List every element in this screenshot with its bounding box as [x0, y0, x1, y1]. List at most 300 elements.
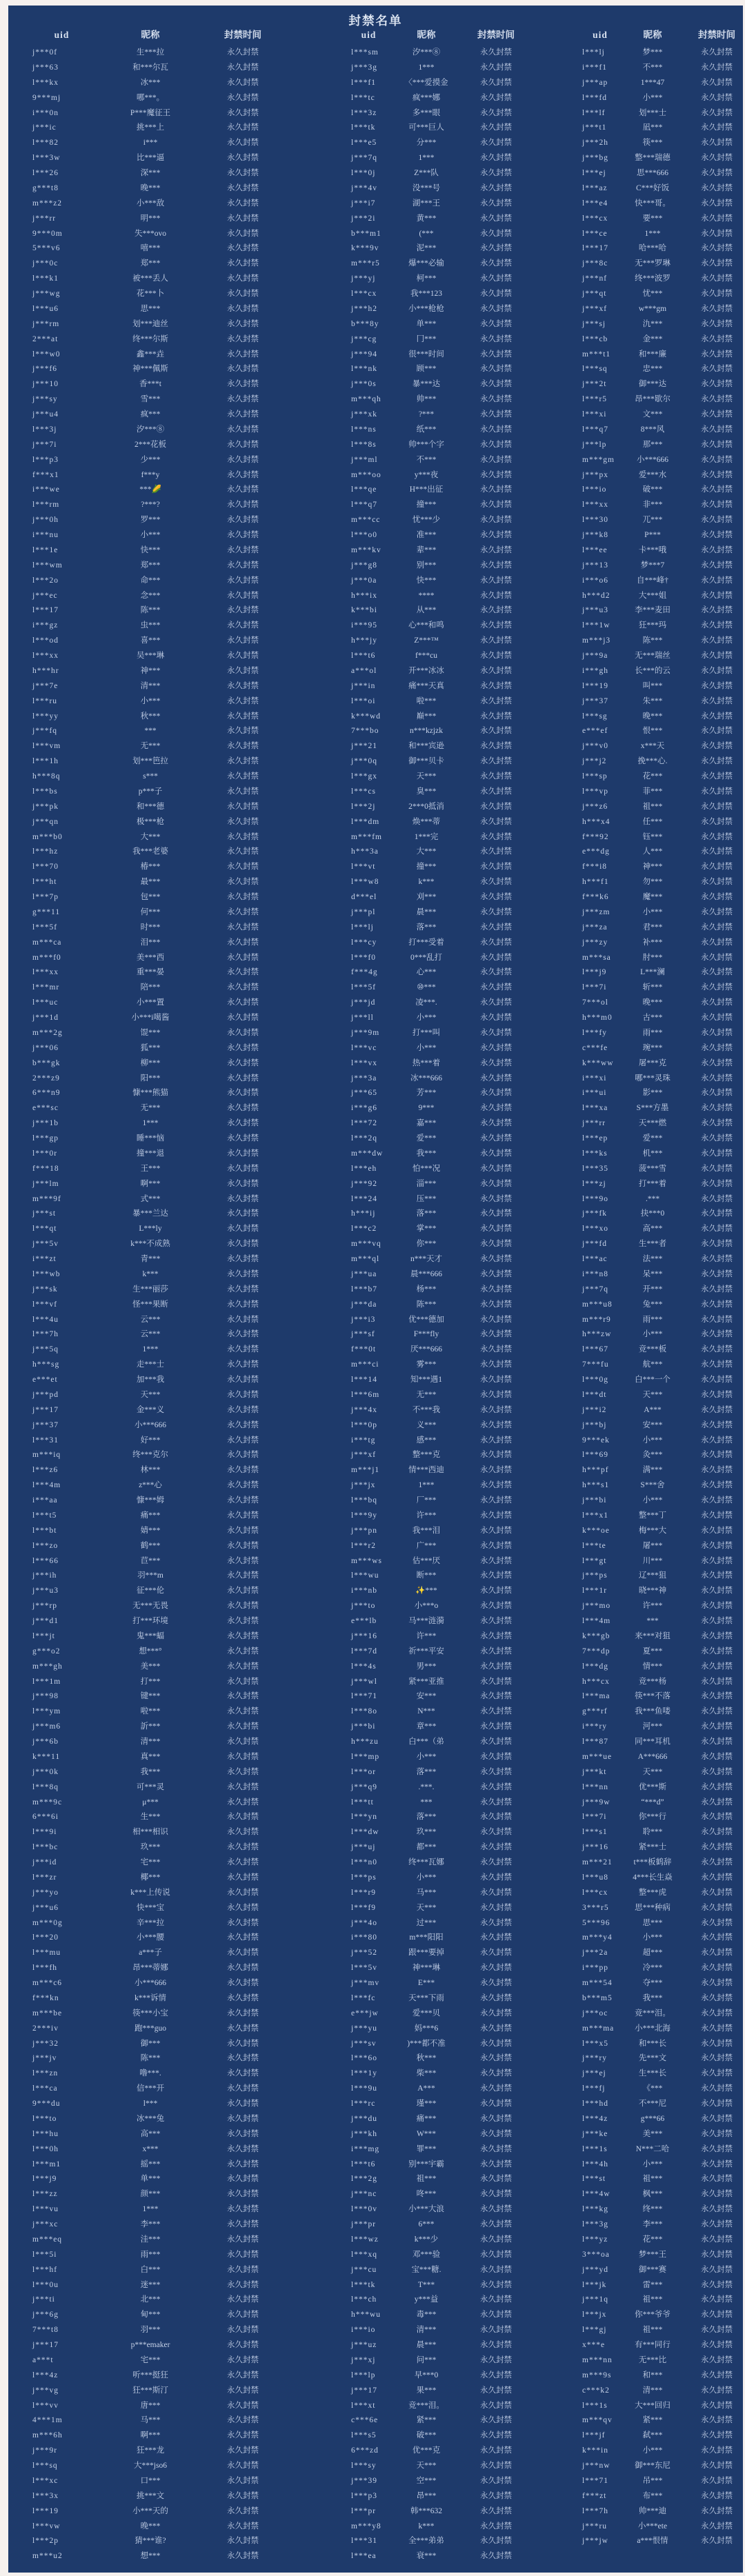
table-row [331, 2338, 526, 2353]
ban-time-cell: 永久封禁 [480, 1269, 512, 1278]
table-row [10, 241, 276, 256]
nickname-cell: 李*** [642, 2220, 663, 2228]
table-row [331, 2112, 526, 2127]
table-row [10, 332, 276, 348]
table-row [563, 2037, 745, 2052]
table-row [563, 106, 745, 121]
nickname-cell: 辽***狙 [638, 1571, 667, 1580]
table-row [331, 1237, 526, 1252]
uid-cell: j***id [32, 1858, 57, 1866]
table-row [331, 2263, 526, 2278]
uid-cell: h***f1 [582, 878, 609, 887]
nickname-cell: 单*** [140, 2175, 161, 2184]
ban-time-cell: 永久封禁 [480, 1602, 512, 1611]
table-row [563, 513, 745, 528]
uid-cell: l***35 [582, 1164, 608, 1173]
nickname-cell: 跑***guo [135, 2024, 166, 2033]
ban-time-cell: 永久封禁 [701, 1315, 733, 1324]
ban-time-cell: 永久封禁 [701, 274, 733, 283]
ban-time-cell: 永久封禁 [701, 470, 733, 479]
ban-time-cell: 永久封禁 [701, 108, 733, 117]
uid-cell: j***7e [32, 681, 59, 690]
uid-cell: m***u8 [582, 1300, 613, 1309]
uid-cell: j***m6 [32, 1722, 61, 1731]
uid-cell: l***k1 [32, 274, 59, 283]
uid-cell: i***nu [32, 531, 59, 539]
nickname-cell: i*** [143, 139, 158, 148]
uid-cell: j***ke [582, 2129, 608, 2138]
nickname-cell: *** [144, 727, 157, 736]
uid-cell: l***pr [351, 2506, 377, 2515]
uid-cell: j***ti [32, 2295, 55, 2304]
uid-cell: j***5q [32, 1345, 59, 1354]
table-row [10, 2353, 276, 2368]
nickname-cell: 跟***要掉 [408, 1949, 444, 1958]
table-row [563, 1961, 745, 1976]
ban-time-cell: 永久封禁 [480, 1843, 512, 1852]
uid-cell: l***rc [351, 2100, 376, 2108]
column-header-row [10, 29, 276, 46]
table-row [331, 1267, 526, 1282]
nickname-cell: 过*** [416, 1918, 437, 1927]
table-row [10, 1660, 276, 1675]
ban-time-cell: 永久封禁 [701, 1345, 733, 1354]
uid-cell: l***j9 [32, 2175, 57, 2184]
nickname-cell: 玖*** [416, 1828, 437, 1837]
uid-cell: l***4m [582, 1617, 611, 1625]
uid-cell: l***31 [351, 2537, 377, 2546]
nickname-cell: 臭*** [416, 787, 437, 796]
uid-cell: j***32 [32, 2039, 59, 2048]
nickname-cell: 晚*** [642, 712, 663, 721]
nickname-cell: 可***巨人 [408, 123, 444, 132]
uid-cell: h***d2 [582, 591, 610, 600]
nickname-cell: p***emaker [130, 2341, 170, 2349]
ban-time-cell: 永久封禁 [480, 48, 512, 57]
nickname-cell: 思*** [642, 1918, 663, 1927]
nickname-cell: 抉***0 [640, 1209, 665, 1218]
table-row [563, 2233, 745, 2248]
ban-time-cell: 永久封禁 [480, 2401, 512, 2410]
nickname-cell: 情*** [642, 1662, 663, 1671]
table-row [331, 830, 526, 845]
uid-cell: l***4h [582, 2160, 608, 2169]
nickname-cell: 安*** [416, 1692, 437, 1701]
uid-cell: 3***oa [582, 2250, 610, 2259]
uid-cell: l***2q [351, 1134, 377, 1143]
nickname-cell: 祖*** [642, 2326, 663, 2335]
ban-time-cell: 永久封禁 [480, 2265, 512, 2274]
nickname-cell: 灸*** [642, 1451, 663, 1460]
nickname-cell: 秋*** [140, 712, 161, 721]
uid-cell: l***7i [582, 983, 607, 992]
table-row [331, 76, 526, 91]
nickname-cell: 和***廉 [638, 350, 667, 359]
uid-cell: l***tk [351, 2280, 376, 2289]
nickname-cell: 比***逼 [136, 154, 165, 163]
table-row [563, 528, 745, 543]
ban-time-cell: 永久封禁 [227, 425, 259, 434]
uid-cell: j***yu [351, 2024, 377, 2033]
ban-time-cell: 永久封禁 [701, 772, 733, 781]
table-row [10, 1267, 276, 1282]
ban-time-cell: 永久封禁 [480, 1828, 512, 1837]
table-row [331, 1131, 526, 1147]
uid-cell: c***k2 [582, 2386, 610, 2395]
ban-time-cell: 永久封禁 [701, 229, 733, 238]
ban-time-cell: 永久封禁 [227, 1390, 259, 1399]
table-row [563, 1433, 745, 1449]
ban-time-cell: 永久封禁 [701, 1240, 733, 1249]
uid-cell: j***xc [32, 2220, 59, 2228]
ban-time-cell: 永久封禁 [701, 2129, 733, 2138]
table-row [10, 1871, 276, 1886]
ban-time-cell: 永久封禁 [701, 1918, 733, 1927]
table-row [331, 1207, 526, 1222]
uid-cell: l***5f [351, 983, 377, 992]
ban-time-cell: 永久封禁 [701, 727, 733, 736]
uid-cell: l***or [351, 1767, 377, 1776]
uid-cell: j***6b [32, 1738, 59, 1746]
ban-time-cell: 永久封禁 [227, 395, 259, 404]
nickname-cell: 1*** [142, 1345, 159, 1354]
uid-cell: h***jy [351, 636, 377, 645]
uid-cell: l***8q [32, 1782, 59, 1791]
nickname-cell: 和***德 [136, 802, 165, 811]
table-row [10, 166, 276, 181]
nickname-cell: n***kzjzk [410, 727, 443, 736]
ban-time-cell: 永久封禁 [701, 1964, 733, 1973]
ban-time-cell: 永久封禁 [227, 2250, 259, 2259]
table-row [10, 272, 276, 287]
uid-cell: m***6h [32, 2431, 63, 2440]
table-row [563, 710, 745, 725]
table-row [563, 483, 745, 498]
uid-cell: l***7d [351, 1647, 377, 1656]
table-row [331, 1584, 526, 1599]
ban-time-cell: 永久封禁 [480, 1405, 512, 1414]
nickname-cell: 呆*** [642, 1269, 663, 1278]
ban-time-cell: 永久封禁 [227, 636, 259, 645]
table-row [563, 1086, 745, 1101]
nickname-cell: 枫*** [642, 2190, 663, 2199]
uid-cell: l***5v [351, 1964, 377, 1973]
uid-cell: l***2g [351, 2175, 377, 2184]
table-row [331, 151, 526, 166]
ban-time-cell: 永久封禁 [480, 2341, 512, 2349]
table-row [563, 2157, 745, 2173]
table-row [563, 1418, 745, 1433]
nickname-cell: 柯*** [416, 274, 437, 283]
nickname-cell: 白*** [140, 2265, 161, 2274]
nickname-cell: S***舍 [640, 1481, 665, 1490]
nickname-cell: k*** [418, 2522, 435, 2530]
table-row [331, 2413, 526, 2428]
uid-cell: l***te [582, 1541, 606, 1550]
ban-time-cell: 永久封禁 [701, 742, 733, 751]
table-row [563, 423, 745, 438]
ban-time-cell: 永久封禁 [480, 2144, 512, 2153]
nickname-cell: 高*** [642, 1225, 663, 1234]
ban-time-cell: 永久封禁 [701, 1858, 733, 1866]
uid-cell: l***gp [32, 1134, 59, 1143]
ban-time-cell: 永久封禁 [701, 1782, 733, 1791]
table-row [331, 785, 526, 800]
uid-cell: l***cx [351, 290, 377, 298]
ban-time-cell: 永久封禁 [227, 229, 259, 238]
ban-time-cell: 永久封禁 [480, 681, 512, 690]
table-row [563, 2368, 745, 2384]
uid-cell: 7***bo [351, 727, 379, 736]
table-row [331, 2066, 526, 2082]
uid-cell: h***m0 [582, 1014, 613, 1022]
ban-time-cell: 永久封禁 [480, 2175, 512, 2184]
uid-cell: j***52 [351, 1949, 377, 1958]
ban-time-cell: 永久封禁 [480, 1782, 512, 1791]
nickname-cell: 1*** [418, 63, 435, 72]
nickname-cell: 空*** [416, 2476, 437, 2485]
ban-time-cell: 永久封禁 [480, 1813, 512, 1822]
uid-cell: m***j1 [351, 1466, 380, 1475]
uid-cell: l***x5 [582, 2039, 608, 2048]
table-row [10, 2233, 276, 2248]
table-row [10, 2534, 276, 2549]
uid-cell: l***ru [32, 696, 58, 705]
nickname-cell: 汐***⑧ [412, 48, 441, 57]
ban-time-cell: 永久封禁 [227, 2280, 259, 2289]
table-row [10, 1509, 276, 1524]
uid-cell: i***io [351, 2326, 376, 2335]
table-row [331, 2006, 526, 2022]
nickname-cell: 小***666 [135, 1979, 166, 1987]
ban-time-cell: 永久封禁 [227, 712, 259, 721]
table-row [10, 739, 276, 754]
nickname-cell: k***不成熟 [130, 1240, 170, 1249]
nickname-cell: 快*** [416, 576, 437, 585]
nickname-cell: 辛***拉 [136, 1918, 165, 1927]
nickname-cell: 晨*** [416, 907, 437, 916]
ban-time-cell: 永久封禁 [480, 1119, 512, 1128]
uid-header: uid [54, 30, 70, 40]
table-row [10, 860, 276, 875]
table-row [563, 1584, 745, 1599]
nickname-cell: 满*** [642, 1466, 663, 1475]
nickname-cell: 天*** [416, 1903, 437, 1912]
uid-cell: j***bg [582, 154, 608, 163]
nickname-cell: 很***时间 [408, 350, 444, 359]
ban-time-cell: 永久封禁 [701, 561, 733, 570]
ban-time-cell: 永久封禁 [701, 1179, 733, 1188]
table-row [563, 1358, 745, 1373]
table-row [10, 920, 276, 936]
table-row [10, 679, 276, 694]
uid-cell: m***f0 [32, 953, 61, 962]
uid-cell: l***0g [582, 1376, 608, 1384]
ban-time-cell: 永久封禁 [480, 1888, 512, 1897]
nickname-cell: 帅***个字 [408, 440, 444, 449]
table-row [331, 377, 526, 392]
nickname-cell: 无*** [416, 1390, 437, 1399]
table-row [10, 2504, 276, 2519]
table-row [10, 453, 276, 468]
ban-time-cell: 永久封禁 [480, 229, 512, 238]
table-row [563, 1131, 745, 1147]
ban-time-cell: 永久封禁 [227, 365, 259, 374]
table-row [331, 256, 526, 272]
table-row [563, 2474, 745, 2489]
ban-time-cell: 永久封禁 [701, 2114, 733, 2123]
nickname-cell: 神***佩斯 [132, 365, 168, 374]
nickname-cell: 聆*** [642, 1828, 663, 1837]
table-row [10, 1780, 276, 1795]
nickname-cell: 航*** [642, 1360, 663, 1369]
nickname-cell: 生***者 [638, 1240, 667, 1249]
table-row [563, 1177, 745, 1192]
ban-time-cell: 永久封禁 [701, 2220, 733, 2228]
table-row [10, 618, 276, 634]
ban-time-cell: 永久封禁 [227, 1043, 259, 1052]
uid-cell: l***t5 [32, 1511, 57, 1520]
nickname-cell: a***子 [139, 1949, 162, 1958]
nickname-cell: A*** [417, 2084, 435, 2093]
nickname-cell: 机*** [642, 1149, 663, 1158]
table-row [331, 2368, 526, 2384]
uid-cell: l***t6 [351, 2160, 376, 2169]
ban-time-cell: 永久封禁 [701, 2341, 733, 2349]
ban-time-cell: 永久封禁 [227, 983, 259, 992]
nickname-cell: 辈*** [416, 545, 437, 554]
uid-cell: j***rm [32, 319, 60, 328]
ban-time-cell: 永久封禁 [227, 1918, 259, 1927]
uid-cell: l***9y [351, 1511, 377, 1520]
uid-cell: j***0q [351, 757, 377, 766]
uid-cell: l***0j [351, 169, 376, 177]
uid-cell: l***sy [351, 2462, 377, 2470]
ban-time-cell: 永久封禁 [701, 1602, 733, 1611]
ban-time-cell: 永久封禁 [701, 681, 733, 690]
uid-cell: h***wu [351, 2311, 381, 2320]
uid-cell: m***9f [32, 1194, 61, 1203]
ban-time-cell: 永久封禁 [480, 1330, 512, 1339]
table-row [331, 965, 526, 980]
uid-cell: j***yd [582, 2265, 608, 2274]
uid-cell: m***9s [582, 2371, 612, 2379]
nickname-cell: 菲*** [642, 787, 663, 796]
table-row [10, 574, 276, 589]
ban-time-cell: 永久封禁 [480, 290, 512, 298]
nickname-cell: 帅*** [416, 395, 437, 404]
uid-cell: m***iq [32, 1451, 61, 1460]
table-row [10, 1795, 276, 1811]
nickname-cell: 美***西 [136, 953, 165, 962]
nickname-cell: 许*** [416, 1631, 437, 1640]
nickname-cell: 开***冰冰 [408, 666, 444, 675]
nickname-cell: 美*** [642, 2129, 663, 2138]
table-row [563, 2278, 745, 2293]
ban-time-cell: 永久封禁 [227, 2476, 259, 2485]
uid-cell: j***wg [32, 290, 61, 298]
nickname-cell: 宅*** [140, 1858, 161, 1866]
ban-time-cell: 永久封禁 [701, 1481, 733, 1490]
ban-time-cell: 永久封禁 [480, 259, 512, 268]
ban-time-cell: 永久封禁 [480, 1722, 512, 1731]
ban-time-cell: 永久封禁 [701, 1149, 733, 1158]
uid-cell: j***13 [582, 561, 608, 570]
uid-cell: l***fc [351, 1993, 376, 2002]
ban-time-cell: 永久封禁 [701, 2175, 733, 2184]
ban-time-cell: 永久封禁 [701, 2431, 733, 2440]
ban-time-cell: 永久封禁 [480, 545, 512, 554]
uid-cell: l***19 [582, 681, 608, 690]
nickname-cell: n***天才 [410, 1255, 442, 1263]
nickname-cell: 金*** [642, 334, 663, 343]
nickname-cell: 馄*** [140, 1028, 161, 1037]
table-row [331, 1780, 526, 1795]
uid-cell: l***az [582, 183, 608, 192]
nickname-cell: 无***无畏 [132, 1602, 168, 1611]
ban-time-cell: 永久封禁 [701, 154, 733, 163]
uid-cell: j***uz [351, 2341, 377, 2349]
ban-time-cell: 永久封禁 [227, 2491, 259, 2500]
ban-time-cell: 永久封禁 [227, 1149, 259, 1158]
ban-time-cell: 永久封禁 [227, 1315, 259, 1324]
nickname-cell: 冰***兔 [136, 2114, 165, 2123]
nickname-cell: 陪*** [140, 983, 161, 992]
nickname-cell: 小***ete [637, 2522, 668, 2530]
ban-time-cell: 永久封禁 [701, 1496, 733, 1505]
table-row [10, 1373, 276, 1388]
uid-cell: h***x4 [582, 817, 610, 826]
nickname-cell: 安*** [642, 1420, 663, 1429]
ban-time-cell: 永久封禁 [480, 2476, 512, 2485]
ban-time-cell: 永久封禁 [480, 1556, 512, 1565]
uid-cell: j***lm [32, 1179, 59, 1188]
uid-cell: j***nf [582, 274, 608, 283]
table-row [563, 2353, 745, 2368]
ban-time-cell: 永久封禁 [701, 1752, 733, 1761]
uid-cell: l***st [582, 2175, 606, 2184]
nickname-cell: 小*** [642, 2160, 663, 2169]
ban-time-cell: 永久封禁 [227, 455, 259, 464]
table-row [331, 996, 526, 1011]
nickname-cell: 狂***玛 [638, 621, 667, 630]
nickname-cell: x*** [142, 2144, 159, 2153]
uid-cell: l***c2 [351, 1225, 377, 1234]
uid-cell: j***i3 [351, 1315, 376, 1324]
nickname-cell: 听***挺狂 [132, 2371, 168, 2379]
table-row [10, 1026, 276, 1041]
ban-time-cell: 永久封禁 [227, 2175, 259, 2184]
ban-time-cell: 永久封禁 [701, 606, 733, 615]
nickname-cell: 小*** [642, 2446, 663, 2455]
ban-time-cell: 永久封禁 [227, 802, 259, 811]
ban-time-cell: 永久封禁 [701, 1541, 733, 1550]
nickname-cell: 夏*** [642, 1647, 663, 1656]
table-row [563, 2384, 745, 2399]
uid-cell: 7***t8 [32, 2326, 59, 2335]
nickname-cell: 划***迪丝 [132, 319, 168, 328]
ban-time-cell: 永久封禁 [701, 1043, 733, 1052]
uid-cell: l***4u [32, 1315, 59, 1324]
uid-cell: j***f6 [32, 365, 58, 374]
uid-cell: j***jx [351, 1481, 376, 1490]
ban-time-cell: 永久封禁 [480, 154, 512, 163]
table-row [10, 1840, 276, 1855]
uid-cell: f***i8 [582, 863, 608, 872]
nickname-cell: 小*** [642, 1496, 663, 1505]
nickname-cell: 冂*** [416, 334, 437, 343]
table-row [563, 468, 745, 483]
